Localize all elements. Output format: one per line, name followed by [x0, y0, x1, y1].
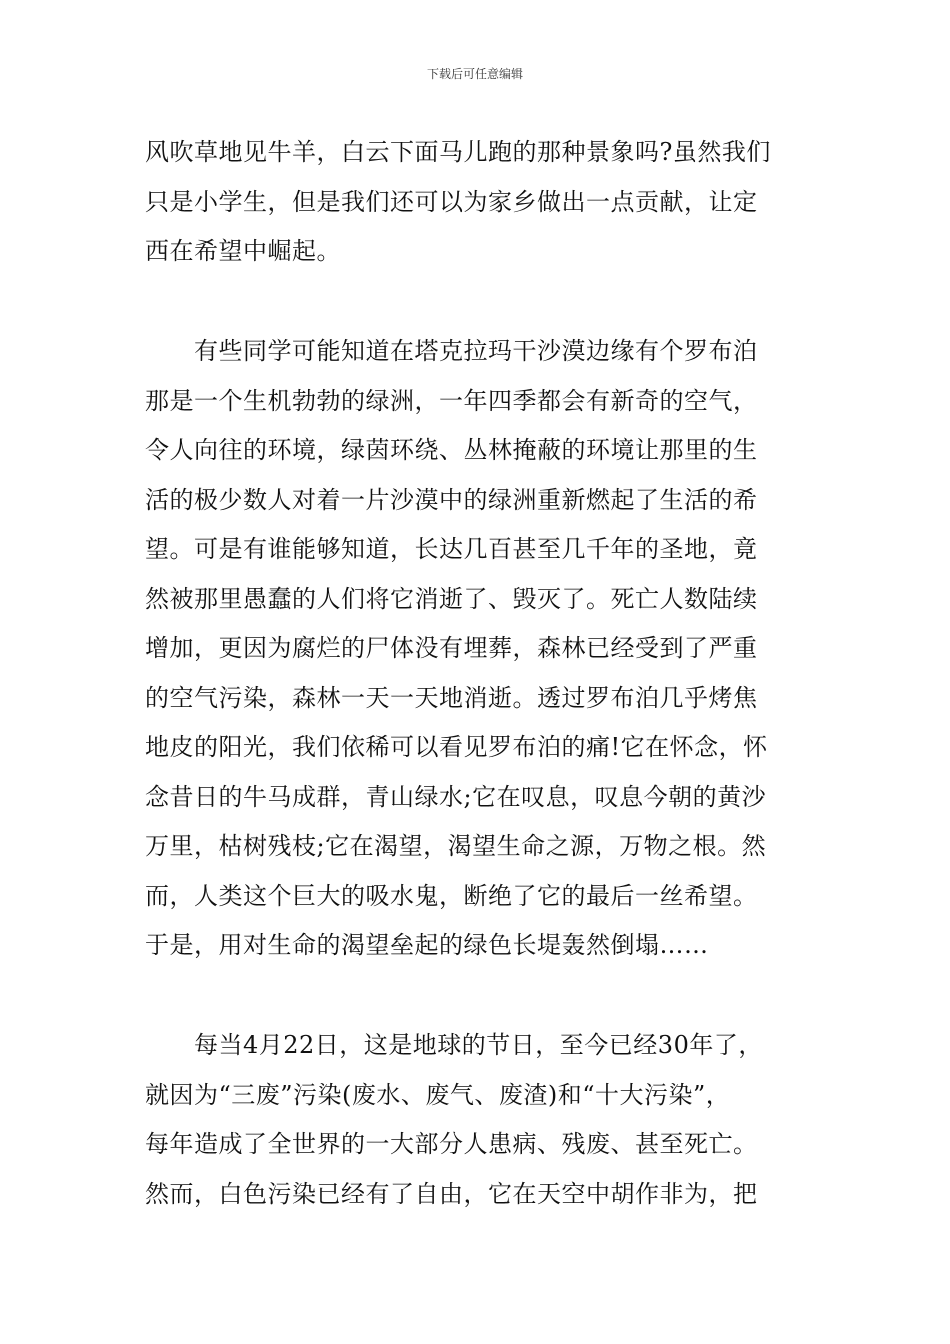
text-line: 万里，枯树残枝;它在渴望，渴望生命之源，万物之根。然 [145, 832, 767, 860]
text-line: 然而，白色污染已经有了自由，它在天空中胡作非为，把 [145, 1179, 758, 1208]
text-line: 令人向往的环境，绿茵环绕、丛林掩蔽的环境让那里的生 [145, 436, 758, 464]
text-line: 只是小学生，但是我们还可以为家乡做出一点贡献，让定 [145, 187, 758, 216]
text-line: 风吹草地见牛羊，白云下面马儿跑的那种景象吗?虽然我们 [145, 138, 771, 166]
text-line: 望。可是有谁能够知道，长达几百甚至几千年的圣地，竟 [145, 535, 758, 563]
text-line: 每年造成了全世界的一大部分人患病、残废、甚至死亡。 [145, 1130, 758, 1158]
text-line: 的空气污染，森林一天一天地消逝。透过罗布泊几乎烤焦 [145, 683, 758, 712]
text-line: 念昔日的牛马成群，青山绿水;它在叹息，叹息今朝的黄沙 [145, 782, 767, 811]
text-line: 那是一个生机勃勃的绿洲，一年四季都会有新奇的空气， [145, 386, 758, 415]
text-line: 增加，更因为腐烂的尸体没有埋葬，森林已经受到了严重 [145, 634, 758, 662]
text-line: 然被那里愚蠢的人们将它消逝了、毁灭了。死亡人数陆续 [145, 584, 758, 613]
text-line: 活的极少数人对着一片沙漠中的绿洲重新燃起了生活的希 [145, 485, 758, 514]
text-line: 每当4月22日，这是地球的节日，至今已经30年了， [145, 1031, 763, 1059]
paragraph-2 [145, 327, 815, 971]
text-line: 而，人类这个巨大的吸水鬼，断绝了它的最后一丝希望。 [145, 881, 758, 910]
text-line: 就因为“三废”污染(废水、废气、废渣)和“十大污染”， [145, 1080, 731, 1109]
page-header: 下载后可任意编辑 [426, 67, 523, 81]
paragraph-3 [145, 1021, 815, 1219]
text-line: 于是，用对生命的渴望垒起的绿色长堤轰然倒塌…… [145, 931, 709, 959]
text-line: 有些同学可能知道在塔克拉玛干沙漠边缘有个罗布泊 [145, 337, 758, 365]
paragraph-1 [145, 128, 815, 277]
text-line: 西在希望中崛起。 [145, 237, 341, 265]
text-line: 地皮的阳光，我们依稀可以看见罗布泊的痛!它在怀念，怀 [145, 733, 768, 761]
